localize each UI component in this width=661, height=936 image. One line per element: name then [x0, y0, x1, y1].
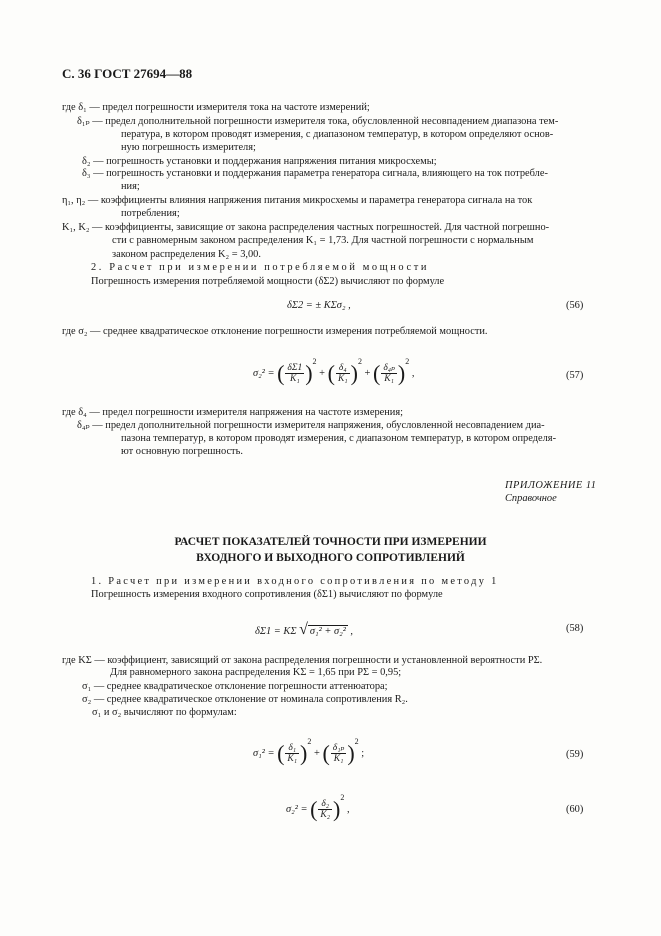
equation-60: σ₂² = ( $\frac{\text{δ₂}}{\text{K₂}}$ )$^2$ , [286, 793, 350, 822]
def-line: сти с равномерным законом распределения K₁ = 1,73. Для частной погрешности с нормальным [112, 235, 534, 246]
def-line: δ₁ₚ — предел дополнительной погрешности измерителя тока, обусловленной несовпадением диапазона тем- [77, 116, 559, 127]
appendix-type: Справочное [505, 493, 557, 504]
eq57-fraction-1: $\frac{\delta\Sigma 1}{\text{K₁}}$ [287, 362, 303, 385]
section-1-text: Погрешность измерения входного сопротивления (δΣ1) вычисляют по формуле [91, 589, 443, 600]
def-line: η₁, η₂ — коэффициенты влияния напряжения питания микросхемы и параметра генератора сигнала на ток [62, 195, 533, 206]
section-2-heading: 2. Расчет при измерении потребляемой мощности [91, 262, 429, 273]
def-line: δ₄ₚ — предел дополнительной погрешности измерителя напряжения, обусловленной несовпадением диа- [77, 420, 545, 431]
equation-56: δΣ2 = ± KΣσ₂ , [287, 300, 351, 311]
eq58-lhs: δΣ1 = KΣ [255, 626, 297, 637]
where-sigma2: где σ₂ — среднее квадратическое отклонение погрешности измерения потребляемой мощности. [62, 326, 488, 337]
def-line: ния; [121, 181, 140, 192]
eq58-radicand: σ₁² + σ₂² [309, 626, 346, 637]
def-line: Для равномерного закона распределения KΣ = 1,65 при PΣ = 0,95; [110, 667, 402, 678]
def-line: σ₂ — среднее квадратическое отклонение от номинала сопротивления R₂. [82, 694, 408, 705]
equation-59: σ₁² = ( $\frac{\text{δ₁}}{\text{K₁}}$ )$^2$ + ( $\frac{\text{δ₁ₚ}}{\text{K₁}}$ )$^2$ ; [253, 737, 365, 766]
eq57-fraction-2: $\frac{\text{δ₄}}{\text{K₁}}$ [337, 362, 348, 385]
def-line: σ₁ — среднее квадратическое отклонение погрешности аттенюатора; [82, 681, 388, 692]
equation-57-number: (57) [566, 370, 584, 381]
equation-60-number: (60) [566, 804, 584, 815]
def-line: δ₃ — погрешность установки и поддержания параметра генератора сигнала, влияющего на ток потребле- [82, 168, 548, 179]
eq60-lhs: σ₂² = [286, 804, 308, 815]
eq59-lhs: σ₁² = [253, 748, 275, 759]
def-line: пазона температур, в котором проводят измерения, с диапазоном температур, в котором определя- [121, 433, 557, 444]
equation-58: δΣ1 = KΣ √ σ₁² + σ₂² , [255, 621, 354, 638]
def-line: K₁, K₂ — коэффициенты, зависящие от закона распределения частных погрешностей. Для частной погрешно- [62, 222, 550, 233]
eq59-fraction-1: $\frac{\text{δ₁}}{\text{K₁}}$ [287, 742, 298, 765]
title-line-1: РАСЧЕТ ПОКАЗАТЕЛЕЙ ТОЧНОСТИ ПРИ ИЗМЕРЕНИИ [174, 536, 487, 548]
def-line: σ₁ и σ₂ вычисляют по формулам: [92, 707, 237, 718]
def-line: ную погрешность измерителя; [121, 142, 256, 153]
def-line: пература, в котором проводят измерения, с диапазоном температур, в котором определяют основ- [121, 129, 554, 140]
def-line: потребления; [121, 208, 180, 219]
eq60-fraction-1: $\frac{\text{δ₂}}{\text{K₂}}$ [320, 798, 331, 821]
def-line: где δ₁ — предел погрешности измерителя тока на частоте измерений; [62, 102, 370, 113]
equation-56-number: (56) [566, 300, 584, 311]
eq57-fraction-3: $\frac{\text{δ₄ₚ}}{\text{K₁}}$ [383, 362, 395, 385]
page-header: С. 36 ГОСТ 27694—88 [62, 66, 193, 81]
equation-58-number: (58) [566, 623, 584, 634]
def-line: δ₂ — погрешность установки и поддержания напряжения питания микросхемы; [82, 156, 437, 167]
section-1-heading: 1. Расчет при измерении входного сопротивления по методу 1 [91, 576, 499, 587]
title-line-2: ВХОДНОГО И ВЫХОДНОГО СОПРОТИВЛЕНИЙ [196, 551, 465, 564]
def-line: законом распределения K₂ = 3,00. [112, 249, 261, 260]
equation-59-number: (59) [566, 749, 584, 760]
eq57-lhs: σ₂² = [253, 368, 275, 379]
def-line: где δ₄ — предел погрешности измерителя напряжения на частоте измерения; [62, 407, 404, 418]
section-title [0, 535, 661, 566]
section-2-text: Погрешность измерения потребляемой мощности (δΣ2) вычисляют по формуле [91, 276, 445, 287]
appendix-label: ПРИЛОЖЕНИЕ 11 [505, 480, 597, 491]
equation-57: σ₂² = ( $\frac{\delta\Sigma 1}{\text{K₁}}$ )$^2$ + ( $\frac{\text{δ₄}}{\text{K₁}}$ )$^2$ + ( $\frac{\text{δ₄ₚ}}{\text{K₁}}$ )$^2$ , [253, 357, 415, 386]
eq59-fraction-2: $\frac{\text{δ₁ₚ}}{\text{K₁}}$ [332, 742, 345, 765]
def-line: где KΣ — коэффициент, зависящий от закона распределения погрешности и установленной вероятности PΣ. [62, 655, 543, 666]
def-line: ют основную погрешность. [121, 446, 243, 457]
